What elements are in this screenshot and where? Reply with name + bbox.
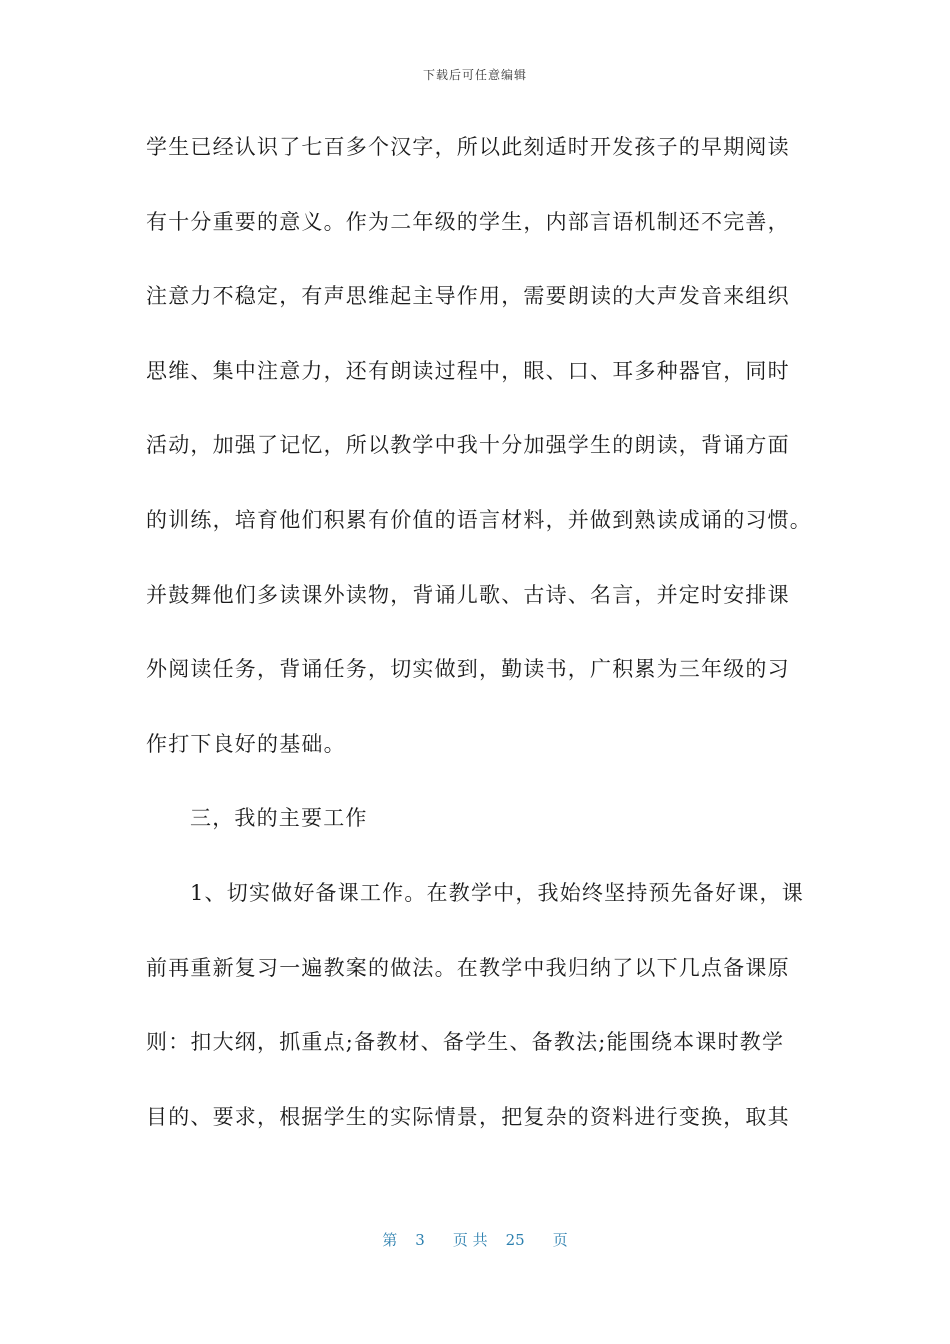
footer-page-middle: 页 共 — [452, 1231, 488, 1249]
footer-page-suffix: 页 — [552, 1231, 568, 1249]
body-line: 1、切实做好备课工作。在教学中，我始终坚持预先备好课，课 — [190, 880, 804, 905]
body-line: 学生已经认识了七百多个汉字，所以此刻适时开发孩子的早期阅读 — [146, 135, 790, 159]
footer-total-pages: 25 — [505, 1231, 525, 1249]
body-line: 的训练，培育他们积累有价值的语言材料，并做到熟读成诵的习惯。 — [146, 507, 812, 532]
section-heading: 三，我的主要工作 — [190, 806, 368, 831]
body-line: 前再重新复习一遍教案的做法。在教学中我归纳了以下几点备课原 — [146, 955, 790, 980]
body-line: 则：扣大纲，抓重点;备教材、备学生、备教法;能围绕本课时教学 — [146, 1030, 785, 1055]
page-number-footer — [0, 1229, 950, 1250]
document-body — [146, 128, 812, 1172]
body-line: 活动，加强了记忆，所以教学中我十分加强学生的朗读，背诵方面 — [146, 433, 790, 458]
body-line: 并鼓舞他们多读课外读物，背诵儿歌、古诗、名言，并定时安排课 — [146, 582, 790, 607]
body-line: 注意力不稳定，有声思维起主导作用，需要朗读的大声发音来组织 — [146, 284, 790, 309]
body-line: 思维、集中注意力，还有朗读过程中，眼、口、耳多种器官，同时 — [146, 358, 790, 383]
body-line: 外阅读任务，背诵任务，切实做到，勤读书，广积累为三年级的习 — [146, 657, 790, 682]
body-line: 目的、要求，根据学生的实际情景，把复杂的资料进行变换，取其 — [146, 1104, 790, 1129]
body-line: 作打下良好的基础。 — [146, 731, 346, 756]
footer-current-page: 3 — [415, 1231, 425, 1249]
body-line: 有十分重要的意义。作为二年级的学生，内部言语机制还不完善， — [146, 209, 790, 234]
footer-page-prefix: 第 — [382, 1231, 398, 1249]
page-header-note: 下载后可任意编辑 — [422, 68, 527, 82]
